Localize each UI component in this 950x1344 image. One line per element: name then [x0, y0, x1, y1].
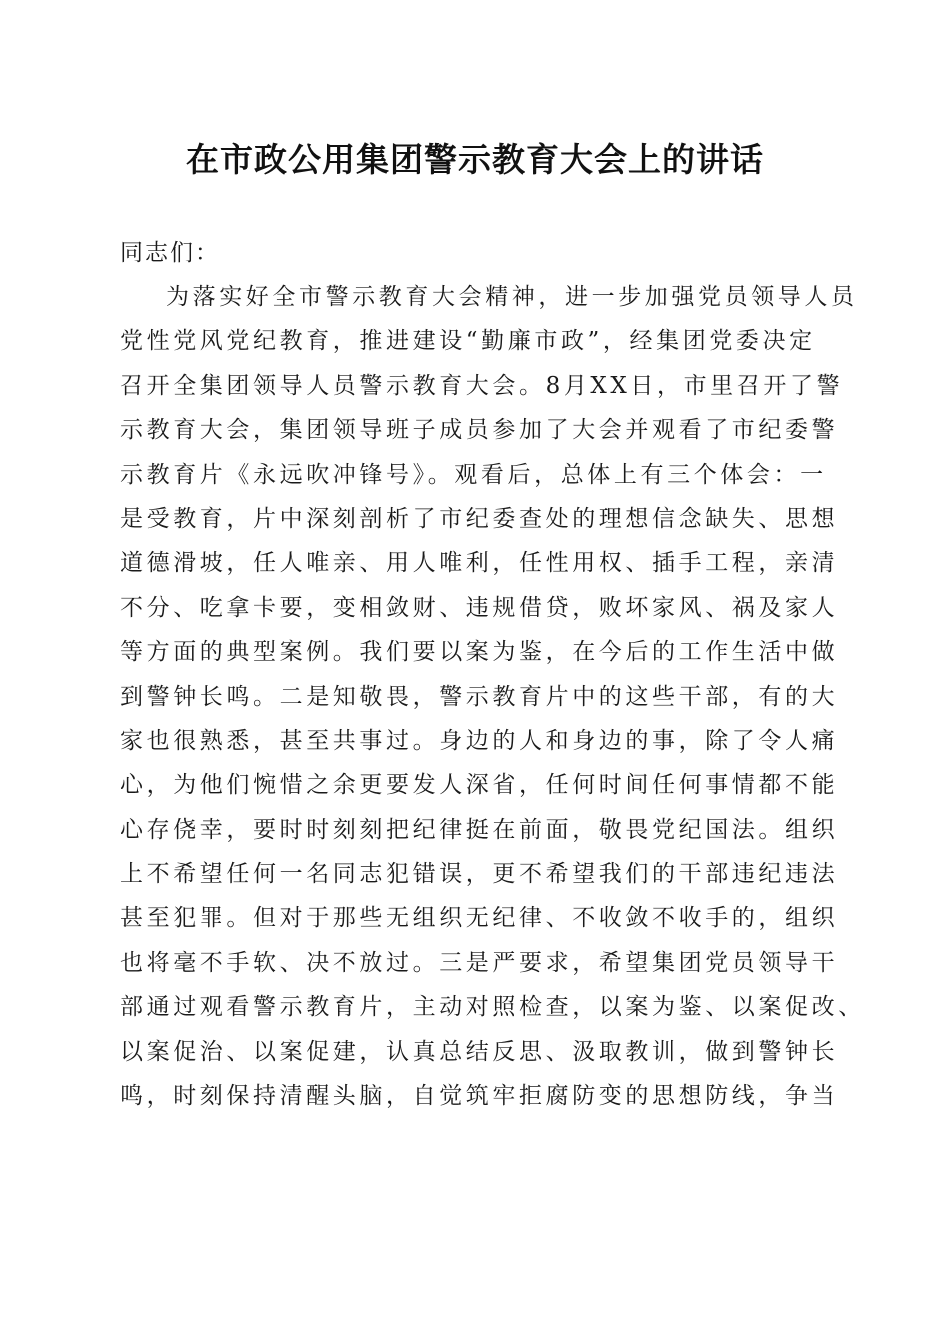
body-line: 等方面的典型案例。我们要以案为鉴，在今后的工作生活中做 [120, 639, 839, 666]
body-line: 道德滑坡，任人唯亲、用人唯利，任性用权、插手工程，亲清 [120, 550, 839, 577]
body-line: 甚至犯罪。但对于那些无组织无纪律、不收敛不收手的，组织 [120, 905, 839, 932]
body-line: 不分、吃拿卡要，变相敛财、违规借贷，败坏家风、祸及家人 [120, 594, 839, 621]
body-line: 部通过观看警示教育片，主动对照检查，以案为鉴、以案促改、 [120, 994, 865, 1021]
body-line: 党性党风党纪教育，推进建设“勤廉市政”，经集团党委决定 [120, 328, 816, 355]
body-line: 家也很熟悉，甚至共事过。身边的人和身边的事，除了令人痛 [120, 727, 839, 754]
body-line: 到警钟长鸣。二是知敬畏，警示教育片中的这些干部，有的大 [120, 683, 839, 710]
salutation: 同志们： [120, 240, 220, 266]
body-line: 示教育大会，集团领导班子成员参加了大会并观看了市纪委警 [120, 417, 839, 444]
body-line: 示教育片《永远吹冲锋号》。观看后，总体上有三个体会：一 [120, 461, 827, 488]
body-line: 召开全集团领导人员警示教育大会。8月XX日，市里召开了警 [120, 372, 844, 399]
body-line: 是受教育，片中深刻剖析了市纪委查处的理想信念缺失、思想 [120, 505, 839, 532]
body-line: 心存侥幸，要时时刻刻把纪律挺在前面，敬畏党纪国法。组织 [120, 816, 839, 843]
body-line: 上不希望任何一名同志犯错误，更不希望我们的干部违纪违法 [120, 861, 839, 888]
document-title: 在市政公用集团警示教育大会上的讲话 [186, 140, 764, 179]
body-line: 心，为他们惋惜之余更要发人深省，任何时间任何事情都不能 [120, 772, 839, 799]
body-line: 鸣，时刻保持清醒头脑，自觉筑牢拒腐防变的思想防线，争当 [120, 1083, 839, 1110]
body-paragraph [120, 275, 865, 1118]
body-line: 以案促治、以案促建，认真总结反思、汲取教训，做到警钟长 [120, 1038, 839, 1065]
body-line: 也将毫不手软、决不放过。三是严要求，希望集团党员领导干 [120, 949, 839, 976]
body-line: 为落实好全市警示教育大会精神，进一步加强党员领导人员 [166, 284, 858, 310]
